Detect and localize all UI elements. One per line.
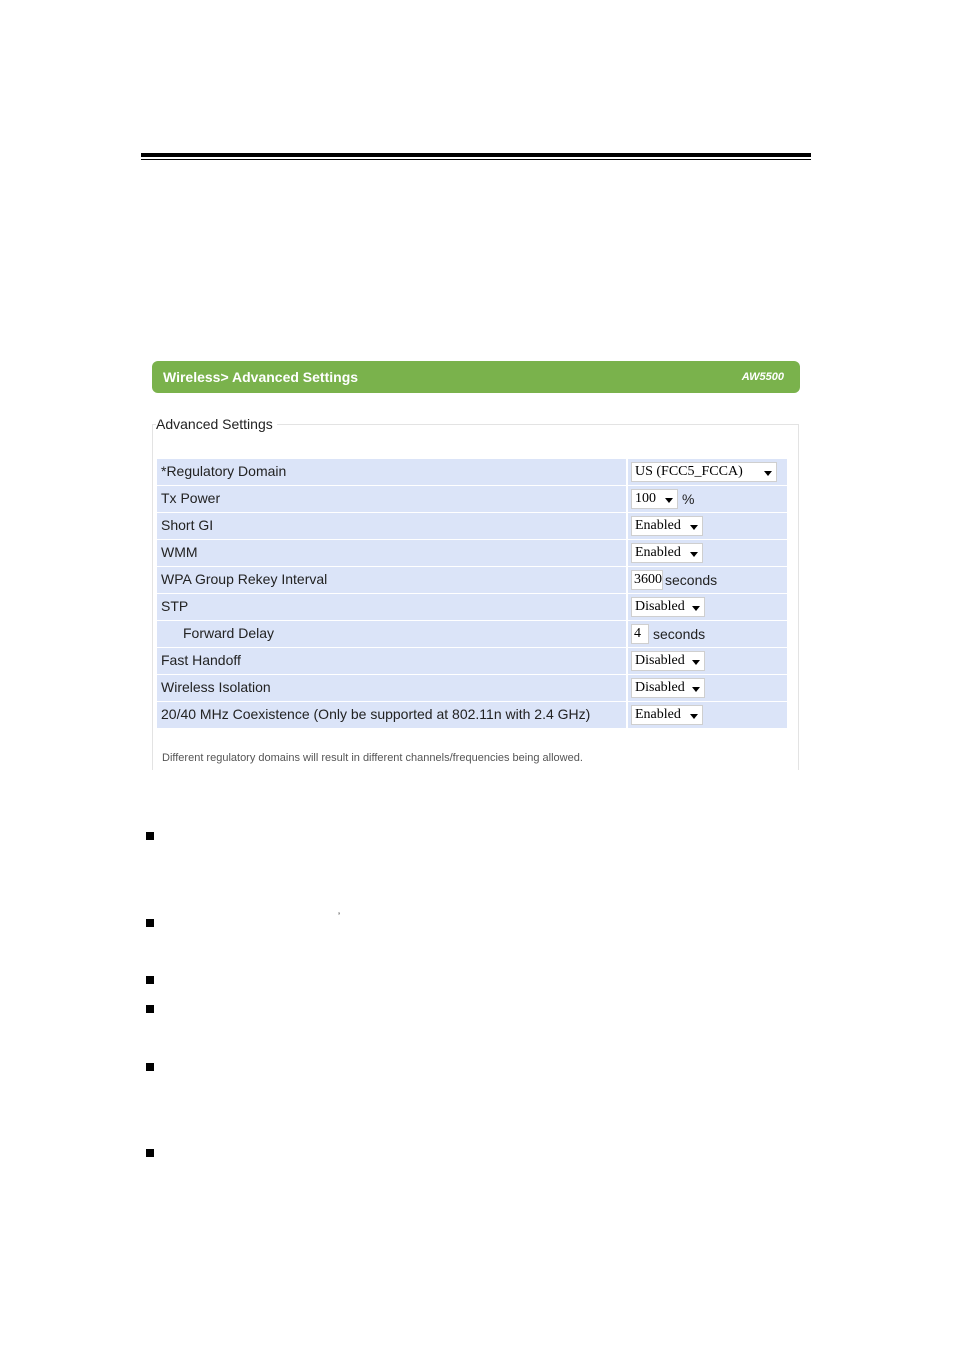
fast-handoff-select[interactable] [631,651,705,671]
table-row-coexistence [157,702,787,728]
bullet-icon [146,976,154,984]
table-row-forward-delay [157,621,787,647]
page-title: Wireless> Advanced Settings [163,369,359,385]
chevron-down-icon [665,498,673,503]
stp-value: Disabled [635,599,685,614]
short-gi-select[interactable] [631,516,703,536]
table-row-tx-power [157,486,787,512]
regulatory-domain-value: US (FCC5_FCCA) [635,464,743,479]
settings-table [157,459,787,729]
table-row-wmm [157,540,787,566]
tx-power-unit: % [682,491,695,507]
short-gi-value: Enabled [635,518,681,533]
section-legend: Advanced Settings [156,416,277,432]
regulatory-domain-label: *Regulatory Domain [157,459,626,485]
wmm-label: WMM [157,540,626,566]
table-row-stp [157,594,787,620]
wireless-isolation-value: Disabled [635,680,685,695]
bullet-icon [146,832,154,840]
wpa-rekey-label: WPA Group Rekey Interval [157,567,626,593]
fast-handoff-value: Disabled [635,653,685,668]
short-gi-label: Short GI [157,513,626,539]
wmm-select[interactable] [631,543,703,563]
forward-delay-unit: seconds [653,626,706,642]
chevron-down-icon [690,525,698,530]
stp-select[interactable] [631,597,705,617]
chevron-down-icon [692,687,700,692]
bullet-icon [146,1063,154,1071]
forward-delay-input[interactable]: 4 [631,624,649,644]
stray-apostrophe: ’ [338,911,340,921]
wireless-isolation-select[interactable] [631,678,705,698]
bullet-icon [146,1149,154,1157]
bullet-icon [146,919,154,927]
table-row-regulatory-domain [157,459,787,485]
chevron-down-icon [692,606,700,611]
tx-power-select[interactable] [631,489,678,509]
chevron-down-icon [690,552,698,557]
tx-power-label: Tx Power [157,486,626,512]
chevron-down-icon [690,714,698,719]
fast-handoff-label: Fast Handoff [157,648,626,674]
forward-delay-label: Forward Delay [157,621,626,647]
regulatory-domain-select[interactable] [631,462,777,482]
header-rule-thin [141,159,811,160]
table-row-fast-handoff [157,648,787,674]
wireless-isolation-label: Wireless Isolation [157,675,626,701]
stp-label: STP [157,594,626,620]
wpa-rekey-input[interactable]: 3600 [631,570,663,590]
wmm-value: Enabled [635,545,681,560]
coexistence-value: Enabled [635,707,681,722]
regulatory-note: Different regulatory domains will result in different channels/frequencies being allowed. [162,752,583,764]
chevron-down-icon [764,471,772,476]
model-label: AW5500 [741,371,784,383]
wpa-rekey-unit: seconds [665,572,718,588]
table-row-wireless-isolation [157,675,787,701]
coexistence-select[interactable] [631,705,703,725]
bullet-icon [146,1005,154,1013]
header-rule-thick [141,153,811,157]
coexistence-label: 20/40 MHz Coexistence (Only be supported at 802.11n with 2.4 GHz) [157,702,626,728]
table-row-wpa-rekey [157,567,787,593]
table-row-short-gi [157,513,787,539]
page-title-bar [152,361,800,393]
chevron-down-icon [692,660,700,665]
tx-power-value: 100 [635,491,656,506]
